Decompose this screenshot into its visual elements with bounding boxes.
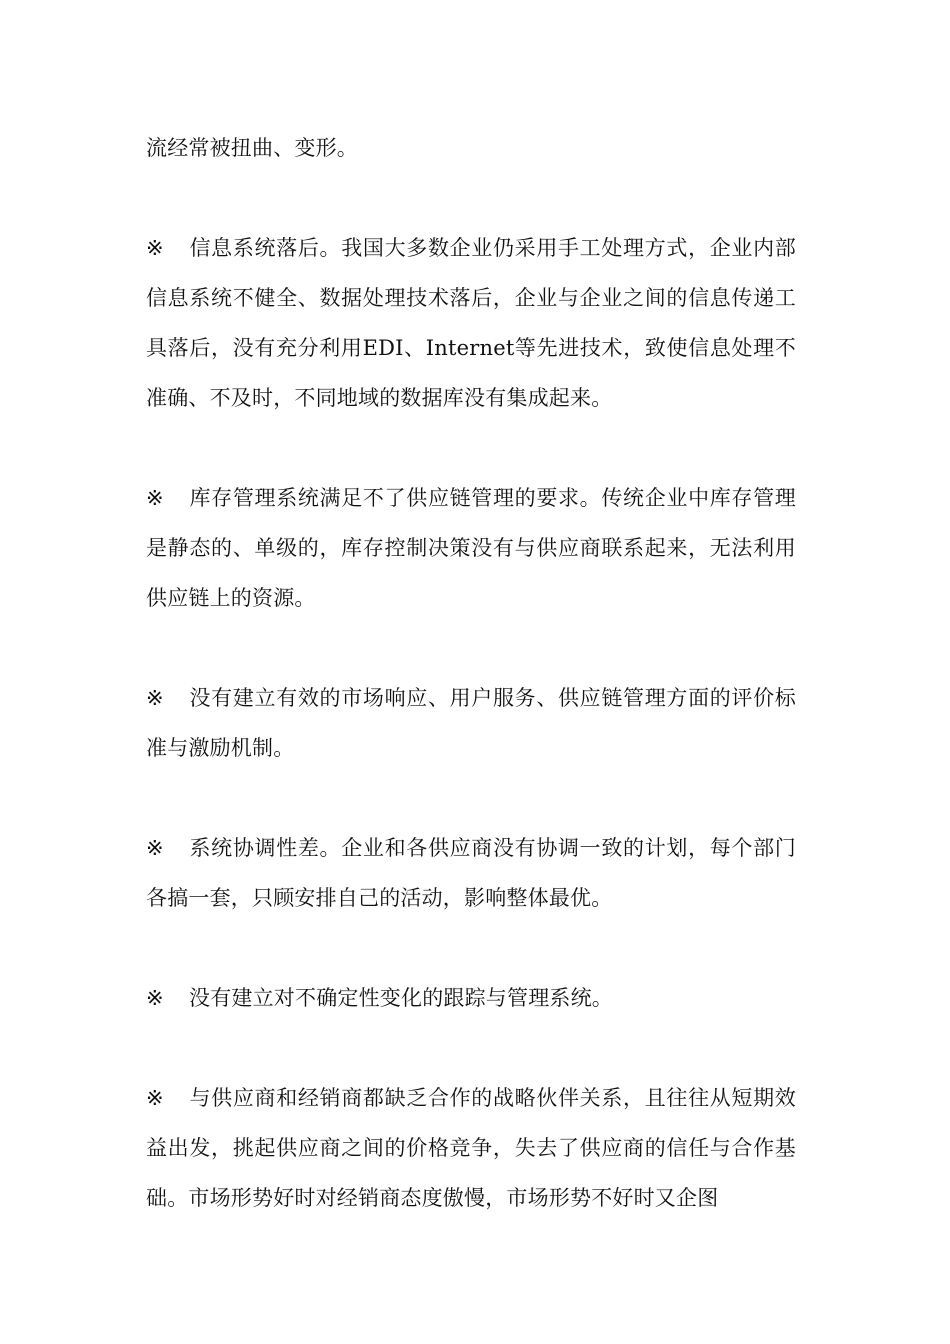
- paragraph-uncertainty-tracking: [146, 973, 796, 1023]
- paragraph-text: 流经常被扭曲、变形。: [146, 136, 358, 160]
- paragraph-text: 没有建立对不确定性变化的跟踪与管理系统。: [189, 986, 613, 1010]
- paragraph-continuation: [146, 123, 796, 173]
- paragraph-text: 库存管理系统满足不了供应链管理的要求。传统企业中库存管理是静态的、单级的，库存控制决策没有与供应商联系起来，无法利用供应链上的资源。: [146, 486, 796, 610]
- reference-mark-bullet: ※: [146, 236, 164, 260]
- document-page: [146, 123, 796, 1223]
- paragraph-information-system: [146, 223, 796, 423]
- reference-mark-bullet: ※: [146, 1086, 164, 1110]
- paragraph-text: 与供应商和经销商都缺乏合作的战略伙伴关系，且往往从短期效益出发，挑起供应商之间的价格竞争，失去了供应商的信任与合作基础。市场形势好时对经销商态度傲慢，市场形势不好时又企图: [146, 1086, 796, 1210]
- reference-mark-bullet: ※: [146, 836, 164, 860]
- paragraph-system-coordination: [146, 823, 796, 923]
- reference-mark-bullet: ※: [146, 686, 164, 710]
- paragraph-text: 没有建立有效的市场响应、用户服务、供应链管理方面的评价标准与激励机制。: [146, 686, 796, 760]
- paragraph-text: 系统协调性差。企业和各供应商没有协调一致的计划，每个部门各搞一套，只顾安排自己的活动，影响整体最优。: [146, 836, 796, 910]
- paragraph-text: 信息系统落后。我国大多数企业仍采用手工处理方式，企业内部信息系统不健全、数据处理技术落后，企业与企业之间的信息传递工具落后，没有充分利用EDI、Internet等先进技术，致使信息处理不准确、不及时，不同地域的数据库没有集成起来。: [146, 236, 796, 410]
- paragraph-inventory-management: [146, 473, 796, 623]
- reference-mark-bullet: ※: [146, 986, 164, 1010]
- paragraph-partnership: [146, 1073, 796, 1223]
- reference-mark-bullet: ※: [146, 486, 164, 510]
- paragraph-evaluation-standards: [146, 673, 796, 773]
